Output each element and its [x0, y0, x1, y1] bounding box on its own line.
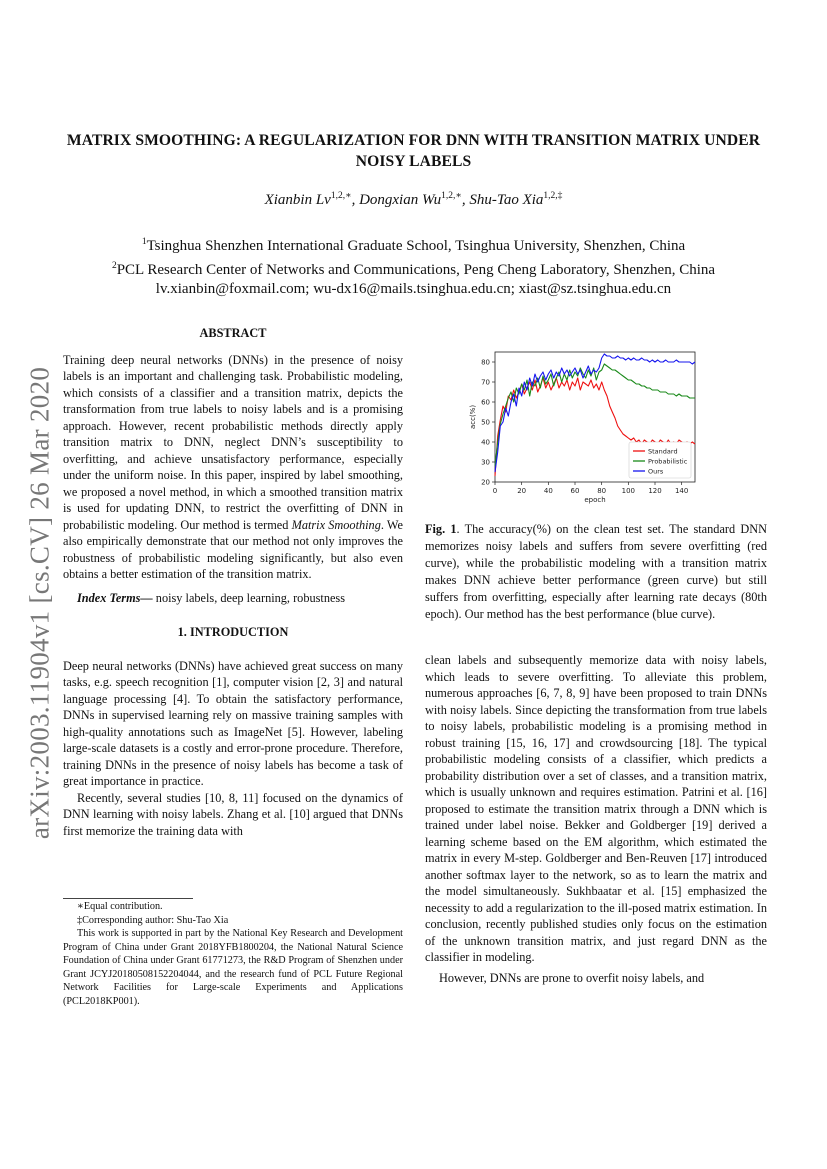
abstract-text: [63, 352, 403, 583]
author-name: Dongxian Wu: [359, 192, 442, 208]
affiliation-text: PCL Research Center of Networks and Communications, Peng Cheng Laboratory, Shenzhen, China: [116, 261, 716, 278]
author-name: Xianbin Lv: [264, 192, 331, 208]
x-tick-label: 20: [517, 487, 527, 495]
figure-caption-text: . The accuracy(%) on the clean test set. The standard DNN memorizes noisy labels and suffers from severe overfitting (red curve), while the probabilistic modeling with a transition matrix makes DNN achieve better performance (green curve) but still suffers from overfitting, especially after learning rate decays (80th epoch). Our method has the best performance (blue curve).: [425, 522, 767, 621]
index-terms: [63, 590, 403, 607]
x-tick-label: 80: [597, 487, 607, 495]
x-tick-label: 140: [674, 487, 689, 495]
author-list: Xianbin $Lv^{1,2,∗}$, Dongxian $Wu^{1,2,∗}$, Shu-Tao Xia$^{1,2,\ddagger}$: [264, 191, 563, 208]
y-tick-label: 40: [481, 438, 490, 447]
author-name: Shu-Tao Xia: [469, 192, 544, 208]
body-paragraph: clean labels and subsequently memorize data with noisy labels, which leads to severe overfitting. To alleviate this problem, numerous approaches [6, 7, 8, 9] have been proposed to train DNNs with noisy labels. Since depicting the transformation from true labels to noisy labels, probabilistic modeling is a promising method in robust training [15, 16, 17] and crowdsourcing [18]. The typical probabilistic modeling consists of a classifier, which predicts a probability distribution over a set of classes, and a transition matrix, which is usually unknown and requires estimation. Patrini et al. [16] proposed to estimate the transition matrix through a DNN which is trained under label noise. Bekker and Goldberger [19] derived a learning scheme based on the EM algorithm, which estimated the matrix in every M-step. Goldberger and Ben-Reuven [17] introduced another softmax layer to the network, so as to learn the matrix and the model simultaneously. Sukhbaatar et al. [15] emphasized the necessity to add a regularization to the ill-posed matrix estimation. In conclusion, recently published studies only focus on the estimation of the unknown transition matrix, and just regard DNN as the classifier in modeling.: [425, 653, 767, 964]
x-tick-label: 0: [492, 487, 498, 495]
y-axis-label: acc(%): [469, 404, 477, 430]
affiliation-text: Tsinghua Shenzhen International Graduate School, Tsinghua University, Shenzhen, China: [146, 238, 686, 254]
y-tick-label: 70: [481, 378, 490, 387]
footnote-corresponding: ‡Corresponding author: Shu-Tao Xia: [77, 914, 229, 926]
index-terms-label: Index Terms—: [77, 590, 153, 605]
y-tick-label: 50: [481, 418, 490, 427]
figure-caption: [425, 521, 767, 623]
x-tick-label: 100: [621, 487, 636, 495]
footnotes: [63, 900, 403, 1008]
legend-label: Probabilistic: [648, 457, 688, 466]
left-column: [63, 325, 403, 839]
affiliation-line: [60, 257, 767, 281]
footnote-funding: This work is supported in part by the National Key Research and Development Program of China under Grant 2018YFB1800204, the National Natural Science Foundation of China under Grant 61771273, the R&D Program of Shenzhen under Grant JCYJ20180508152204044, and the research fund of PCL Future Regional Network Facilities for Large-scale Experiments and Applications (PCL2018KP001).: [63, 928, 403, 1007]
y-tick-label: 60: [481, 398, 490, 407]
index-terms-text: noisy labels, deep learning, robustness: [152, 590, 346, 605]
intro-paragraph: Recently, several studies [10, 8, 11] focused on the dynamics of DNN learning with noisy labels. Zhang et al. [10] argued that DNNs first memorize the training data with: [63, 790, 403, 838]
x-tick-label: 120: [648, 487, 662, 495]
abstract-heading: ABSTRACT: [199, 326, 267, 340]
arxiv-id: arXiv:2003.11904v1 [cs.CV] 26 Mar 2020: [24, 366, 55, 839]
paper-title: MATRIX SMOOTHING: A REGULARIZATION FOR DNN WITH TRANSITION MATRIX UNDER NOISY LABELS: [66, 132, 761, 170]
author-marks: 1,2,‡: [543, 191, 563, 201]
x-axis-label: epoch: [584, 496, 606, 504]
footnote-rule: [63, 898, 193, 899]
method-name: Matrix Smoothing: [291, 517, 381, 532]
abstract-body: . We also empirically demonstrate that our method not only improves the robustness of probabilistic modeling significantly, but also even obtains a better estimation of the transition matrix.: [63, 517, 403, 581]
body-paragraph: However, DNNs are prone to overfit noisy labels, and: [439, 970, 705, 985]
x-tick-label: 60: [570, 487, 580, 495]
figure-label: Fig. 1: [425, 522, 457, 536]
legend-label: Standard: [648, 447, 678, 456]
abstract-body: Training deep neural networks (DNNs) in the presence of noisy labels is an important and challenging task. Probabilistic modeling, which consists of a classifier and a transition matrix, depicts the transformation from true labels to noisy labels and is a promising approach. However, recent probabilistic methods directly apply transition matrix to DNN, neglect DNN’s susceptibility to overfitting, and achieve unsatisfactory performance, especially under the uniform noise. In this paper, inspired by label smoothing, we proposed a novel method, in which a smoothed transition matrix is used for updating DNN, to restrict the overfitting of DNN in probabilistic modeling. Our method is termed: [63, 352, 403, 532]
affiliation-mark: 2: [111, 260, 117, 271]
x-tick-label: 40: [543, 487, 553, 495]
affiliation-mark: 1: [141, 237, 147, 247]
right-column: [425, 652, 767, 986]
legend-label: Ours: [648, 467, 664, 476]
arxiv-stamp: [20, 355, 60, 850]
affiliation-line: [60, 233, 767, 257]
author-marks: 1,2,∗: [330, 191, 352, 201]
affiliations: [60, 233, 767, 300]
email-line: lv.xianbin@foxmail.com; wu-dx16@mails.tsinghua.edu.cn; xiast@sz.tsinghua.edu.cn: [155, 281, 672, 297]
y-tick-label: 20: [481, 478, 490, 487]
footnote-equal: ∗Equal contribution.: [77, 901, 163, 912]
accuracy-chart: [455, 346, 705, 508]
intro-heading: 1. INTRODUCTION: [177, 625, 289, 639]
y-tick-label: 80: [481, 358, 490, 367]
intro-paragraph: Deep neural networks (DNNs) have achieved great success on many tasks, e.g. speech recognition [1], computer vision [2, 3] and natural language processing [4]. To obtain the satisfactory performance, DNNs in supervised learning rely on massive training samples with high-quality annotations such as ImageNet [5]. However, labeling large-scale datasets is a costly and error-prone procedure. Therefore, training DNNs in the presence of noisy labels has become a task of great importance in practice.: [63, 658, 403, 788]
author-marks: 1,2,∗: [441, 191, 462, 201]
y-tick-label: 30: [481, 458, 490, 467]
